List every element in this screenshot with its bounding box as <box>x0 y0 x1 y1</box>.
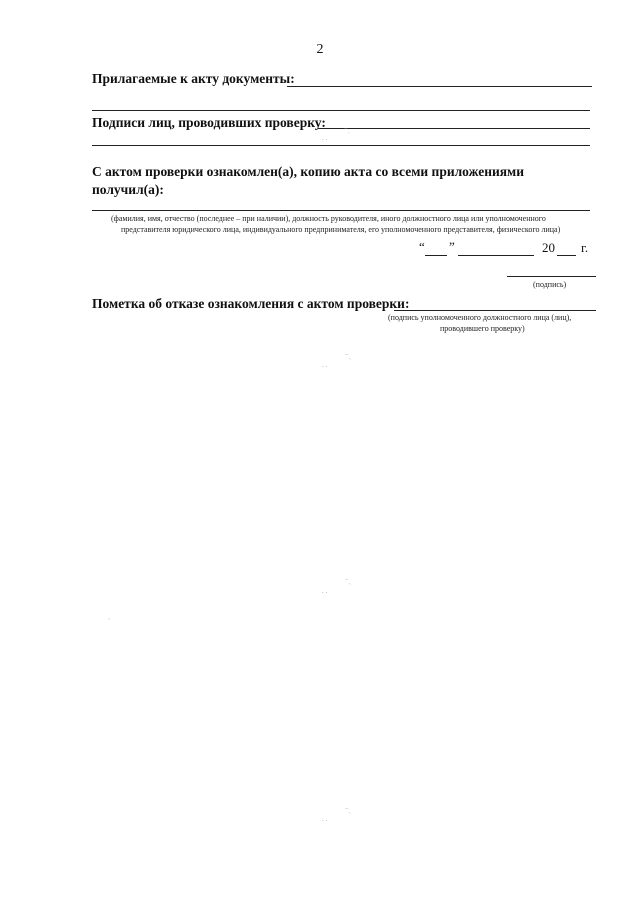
attached-documents-line-2 <box>92 110 590 111</box>
date-year-line <box>557 255 576 256</box>
date-year-suffix: г. <box>581 240 589 255</box>
acknowledgement-label-cont: получил(а): <box>92 182 164 197</box>
acknowledgement-line <box>92 210 590 211</box>
scan-speck: ⁻ˎ <box>344 126 351 134</box>
refusal-label: Пометка об отказе ознакомления с актом проверки: <box>92 296 410 311</box>
signatures-line-2 <box>92 145 590 146</box>
date-close-quote: ” <box>449 239 455 254</box>
signatures-label: Подписи лиц, проводивших проверку: <box>92 115 326 130</box>
signature-caption: (подпись) <box>533 280 567 289</box>
date-open-quote: “ <box>419 239 425 254</box>
refusal-caption: (подпись уполномоченного должностного лица (лиц), <box>388 313 572 322</box>
scan-speck: ˏ <box>108 612 111 620</box>
refusal-caption-cont: проводившего проверку) <box>440 324 525 333</box>
signature-line <box>507 276 596 277</box>
acknowledgement-caption-cont: представителя юридического лица, индивидуального предпринимателя, его уполномоченного представителя, физического лица) <box>121 225 561 234</box>
attached-documents-label: Прилагаемые к акту документы: <box>92 71 295 86</box>
date-year-prefix: 20 <box>542 240 555 255</box>
signatures-line <box>318 128 590 129</box>
refusal-line <box>394 310 596 311</box>
scan-speck: . . <box>322 134 328 142</box>
date-day-line <box>425 255 447 256</box>
date-month-line <box>458 255 534 256</box>
acknowledgement-caption: (фамилия, имя, отчество (последнее – при наличии), должность руководителя, иного должностного лица или уполномоченного <box>111 214 546 223</box>
scan-speck: ⁻ˎ <box>345 806 352 814</box>
scan-speck: ⁻ˎ <box>345 577 352 585</box>
page-number: 2 <box>316 42 324 57</box>
scan-speck: . . <box>322 361 328 369</box>
scan-speck: ⁻ˎ <box>345 352 352 360</box>
attached-documents-line <box>287 86 592 87</box>
scan-speck: . . <box>322 587 328 595</box>
acknowledgement-label: С актом проверки ознакомлен(а), копию акта со всеми приложениями <box>92 164 525 179</box>
scan-speck: . . <box>322 815 328 823</box>
